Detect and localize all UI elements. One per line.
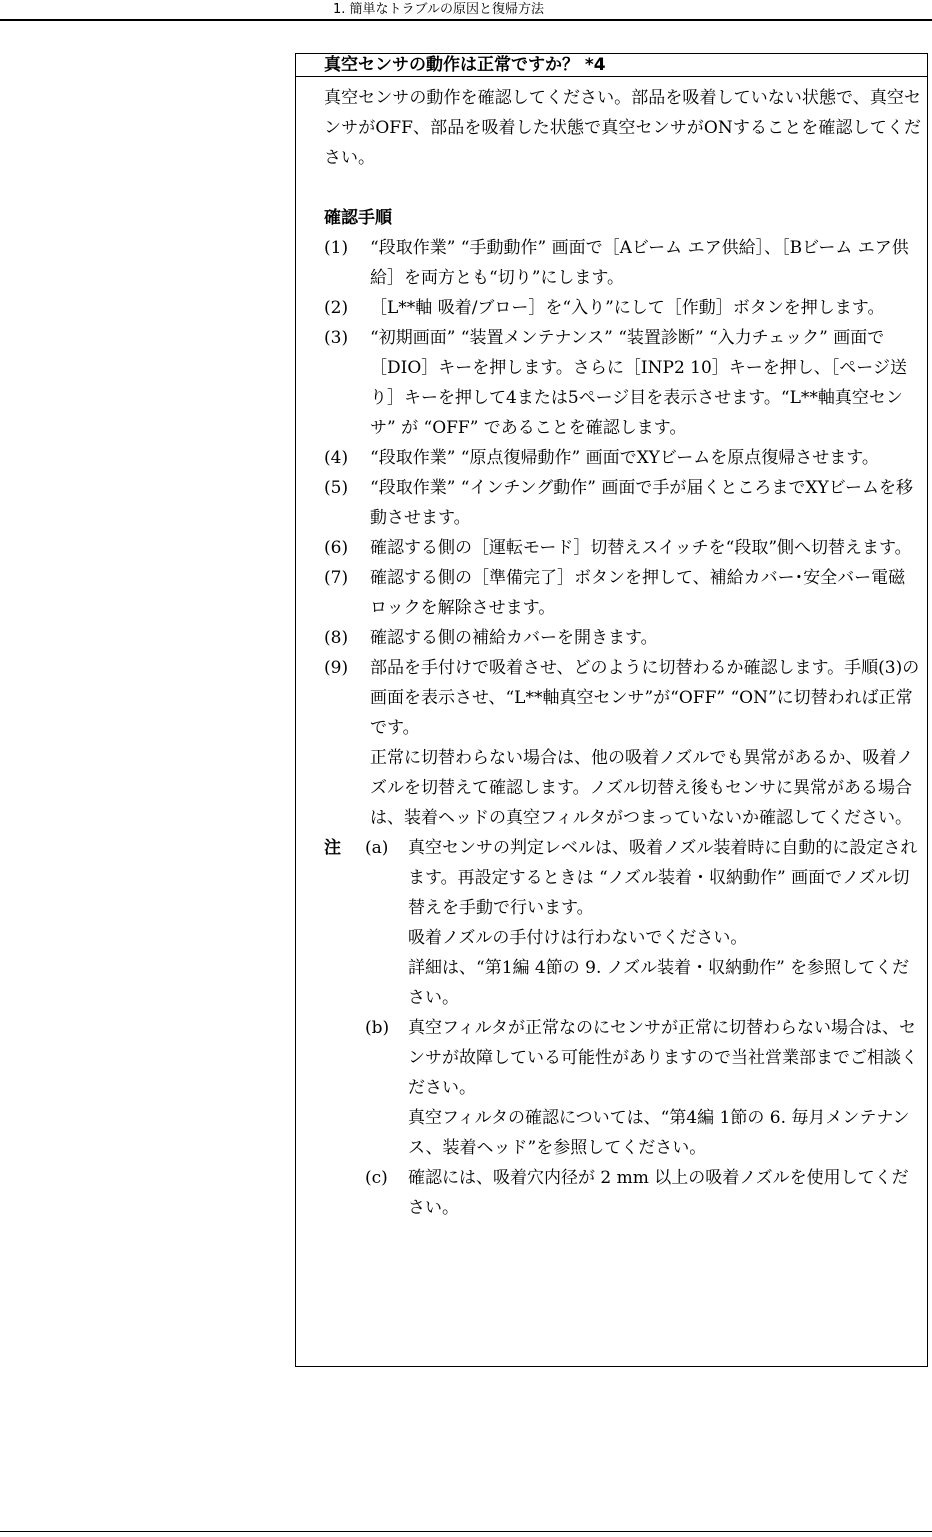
note-item (365, 833, 921, 1013)
intro-paragraph: 真空センサの動作を確認してください。部品を吸着していない状態で、真空センサがOFF、部品を吸着した状態で真空センサがONすることを確認してください。 (324, 88, 921, 168)
procedure-step-text (370, 473, 921, 533)
procedure-step (324, 233, 921, 293)
procedure-step-number: (8) (324, 628, 349, 648)
note-block (324, 833, 921, 1223)
box-body (296, 77, 927, 1223)
note-item-line: 確認には、吸着穴内径が 2 mm 以上の吸着ノズルを使用してください。 (408, 1168, 909, 1218)
note-item-line: 吸着ノズルの手付けは行わないでください。 (408, 928, 748, 948)
procedure-step-line: “段取作業” “手動動作” 画面で［Aビーム エア供給］、［Bビーム エア供給］を両方とも“切り”にします。 (370, 238, 909, 288)
procedure-step-line: 確認する側の［準備完了］ボタンを押して、補給カバー･安全バー電磁ロックを解除させます。 (370, 568, 906, 618)
procedure-step (324, 563, 921, 623)
procedure-step-line: “段取作業” “原点復帰動作” 画面でXYビームを原点復帰させます。 (370, 448, 879, 468)
procedure-step-text (370, 563, 921, 623)
note-item-line: 真空フィルタの確認については、“第4編 1節の 6. 毎月メンテナンス、装着ヘッド”を参照してください。 (408, 1108, 910, 1158)
box-title: 真空センサの動作は正常ですか？ *4 (296, 54, 927, 77)
procedure-step-line: 確認する側の［運転モード］切替えスイッチを“段取”側へ切替えます。 (370, 538, 912, 558)
procedure-step-line: “初期画面” “装置メンテナンス” “装置診断” “入力チェック” 画面で［DIO］キーを押します。さらに［INP2 10］キーを押し、［ページ送り］キーを押して4または5ページ目を表示させます。“L**軸真空センサ” が “OFF” であることを確認します。 (370, 328, 907, 438)
procedure-step (324, 443, 921, 473)
procedure-step-line: “段取作業” “インチング動作” 画面で手が届くところまでXYビームを移動させます。 (370, 478, 914, 528)
footer-rule (0, 1531, 932, 1532)
procedure-step-line: 正常に切替わらない場合は、他の吸着ノズルでも異常があるか、吸着ノズルを切替えて確認します。ノズル切替え後もセンサに異常がある場合は、装着ヘッドの真空フィルタがつまっていないか確認してください。 (370, 748, 914, 828)
note-item-line: 真空フィルタが正常なのにセンサが正常に切替わらない場合は、センサが故障している可能性がありますので当社営業部までご相談ください。 (408, 1018, 918, 1098)
procedure-step-number: (1) (324, 238, 349, 258)
running-header (0, 0, 932, 22)
procedure-step-text (370, 293, 921, 323)
spacer (324, 173, 921, 203)
procedure-heading: 確認手順 (324, 208, 392, 228)
note-mark: 注 (324, 838, 341, 858)
procedure-step-number: (5) (324, 478, 349, 498)
procedure-step-line: 部品を手付けで吸着させ、どのように切替わるか確認します。手順(3)の画面を表示させ、“L**軸真空センサ”が“OFF” “ON”に切替われば正常です。 (370, 658, 920, 738)
note-item (365, 1013, 921, 1163)
procedure-step (324, 623, 921, 653)
procedure-step-number: (3) (324, 328, 349, 348)
procedure-step (324, 653, 921, 833)
note-item-line: 詳細は、“第1編 4節の 9. ノズル装着・収納動作” を参照してください。 (408, 958, 910, 1008)
chapter-title: 1. 簡単なトラブルの原因と復帰方法 (333, 2, 545, 17)
note-item-number: (c) (365, 1168, 388, 1188)
procedure-step (324, 323, 921, 443)
note-item-text (408, 1163, 921, 1223)
procedure-step-text (370, 233, 921, 293)
note-item-text (408, 1013, 921, 1163)
procedure-step-number: (2) (324, 298, 349, 318)
header-rule (0, 19, 932, 21)
procedure-step-number: (7) (324, 568, 349, 588)
note-item (365, 1163, 921, 1223)
procedure-step (324, 533, 921, 563)
note-item-number: (a) (365, 838, 389, 858)
note-item-line: 真空センサの判定レベルは、吸着ノズル装着時に自動的に設定されます。再設定するときは “ノズル装着・収納動作” 画面でノズル切替えを手動で行います。 (408, 838, 918, 918)
note-item-text (408, 833, 921, 1013)
procedure-step-text (370, 323, 921, 443)
procedure-step (324, 473, 921, 533)
procedure-steps (324, 233, 921, 833)
procedure-step-text (370, 653, 921, 833)
procedure-step (324, 293, 921, 323)
note-items (365, 833, 921, 1223)
procedure-step-number: (9) (324, 658, 349, 678)
check-box (295, 53, 928, 1367)
procedure-step-line: 確認する側の補給カバーを開きます。 (370, 628, 658, 648)
procedure-step-text (370, 533, 921, 563)
procedure-step-text (370, 623, 921, 653)
procedure-step-line: ［L**軸 吸着/ブロー］を“入り”にして［作動］ボタンを押します。 (370, 298, 885, 318)
procedure-step-number: (6) (324, 538, 349, 558)
procedure-step-number: (4) (324, 448, 349, 468)
note-item-number: (b) (365, 1018, 390, 1038)
procedure-step-text (370, 443, 921, 473)
